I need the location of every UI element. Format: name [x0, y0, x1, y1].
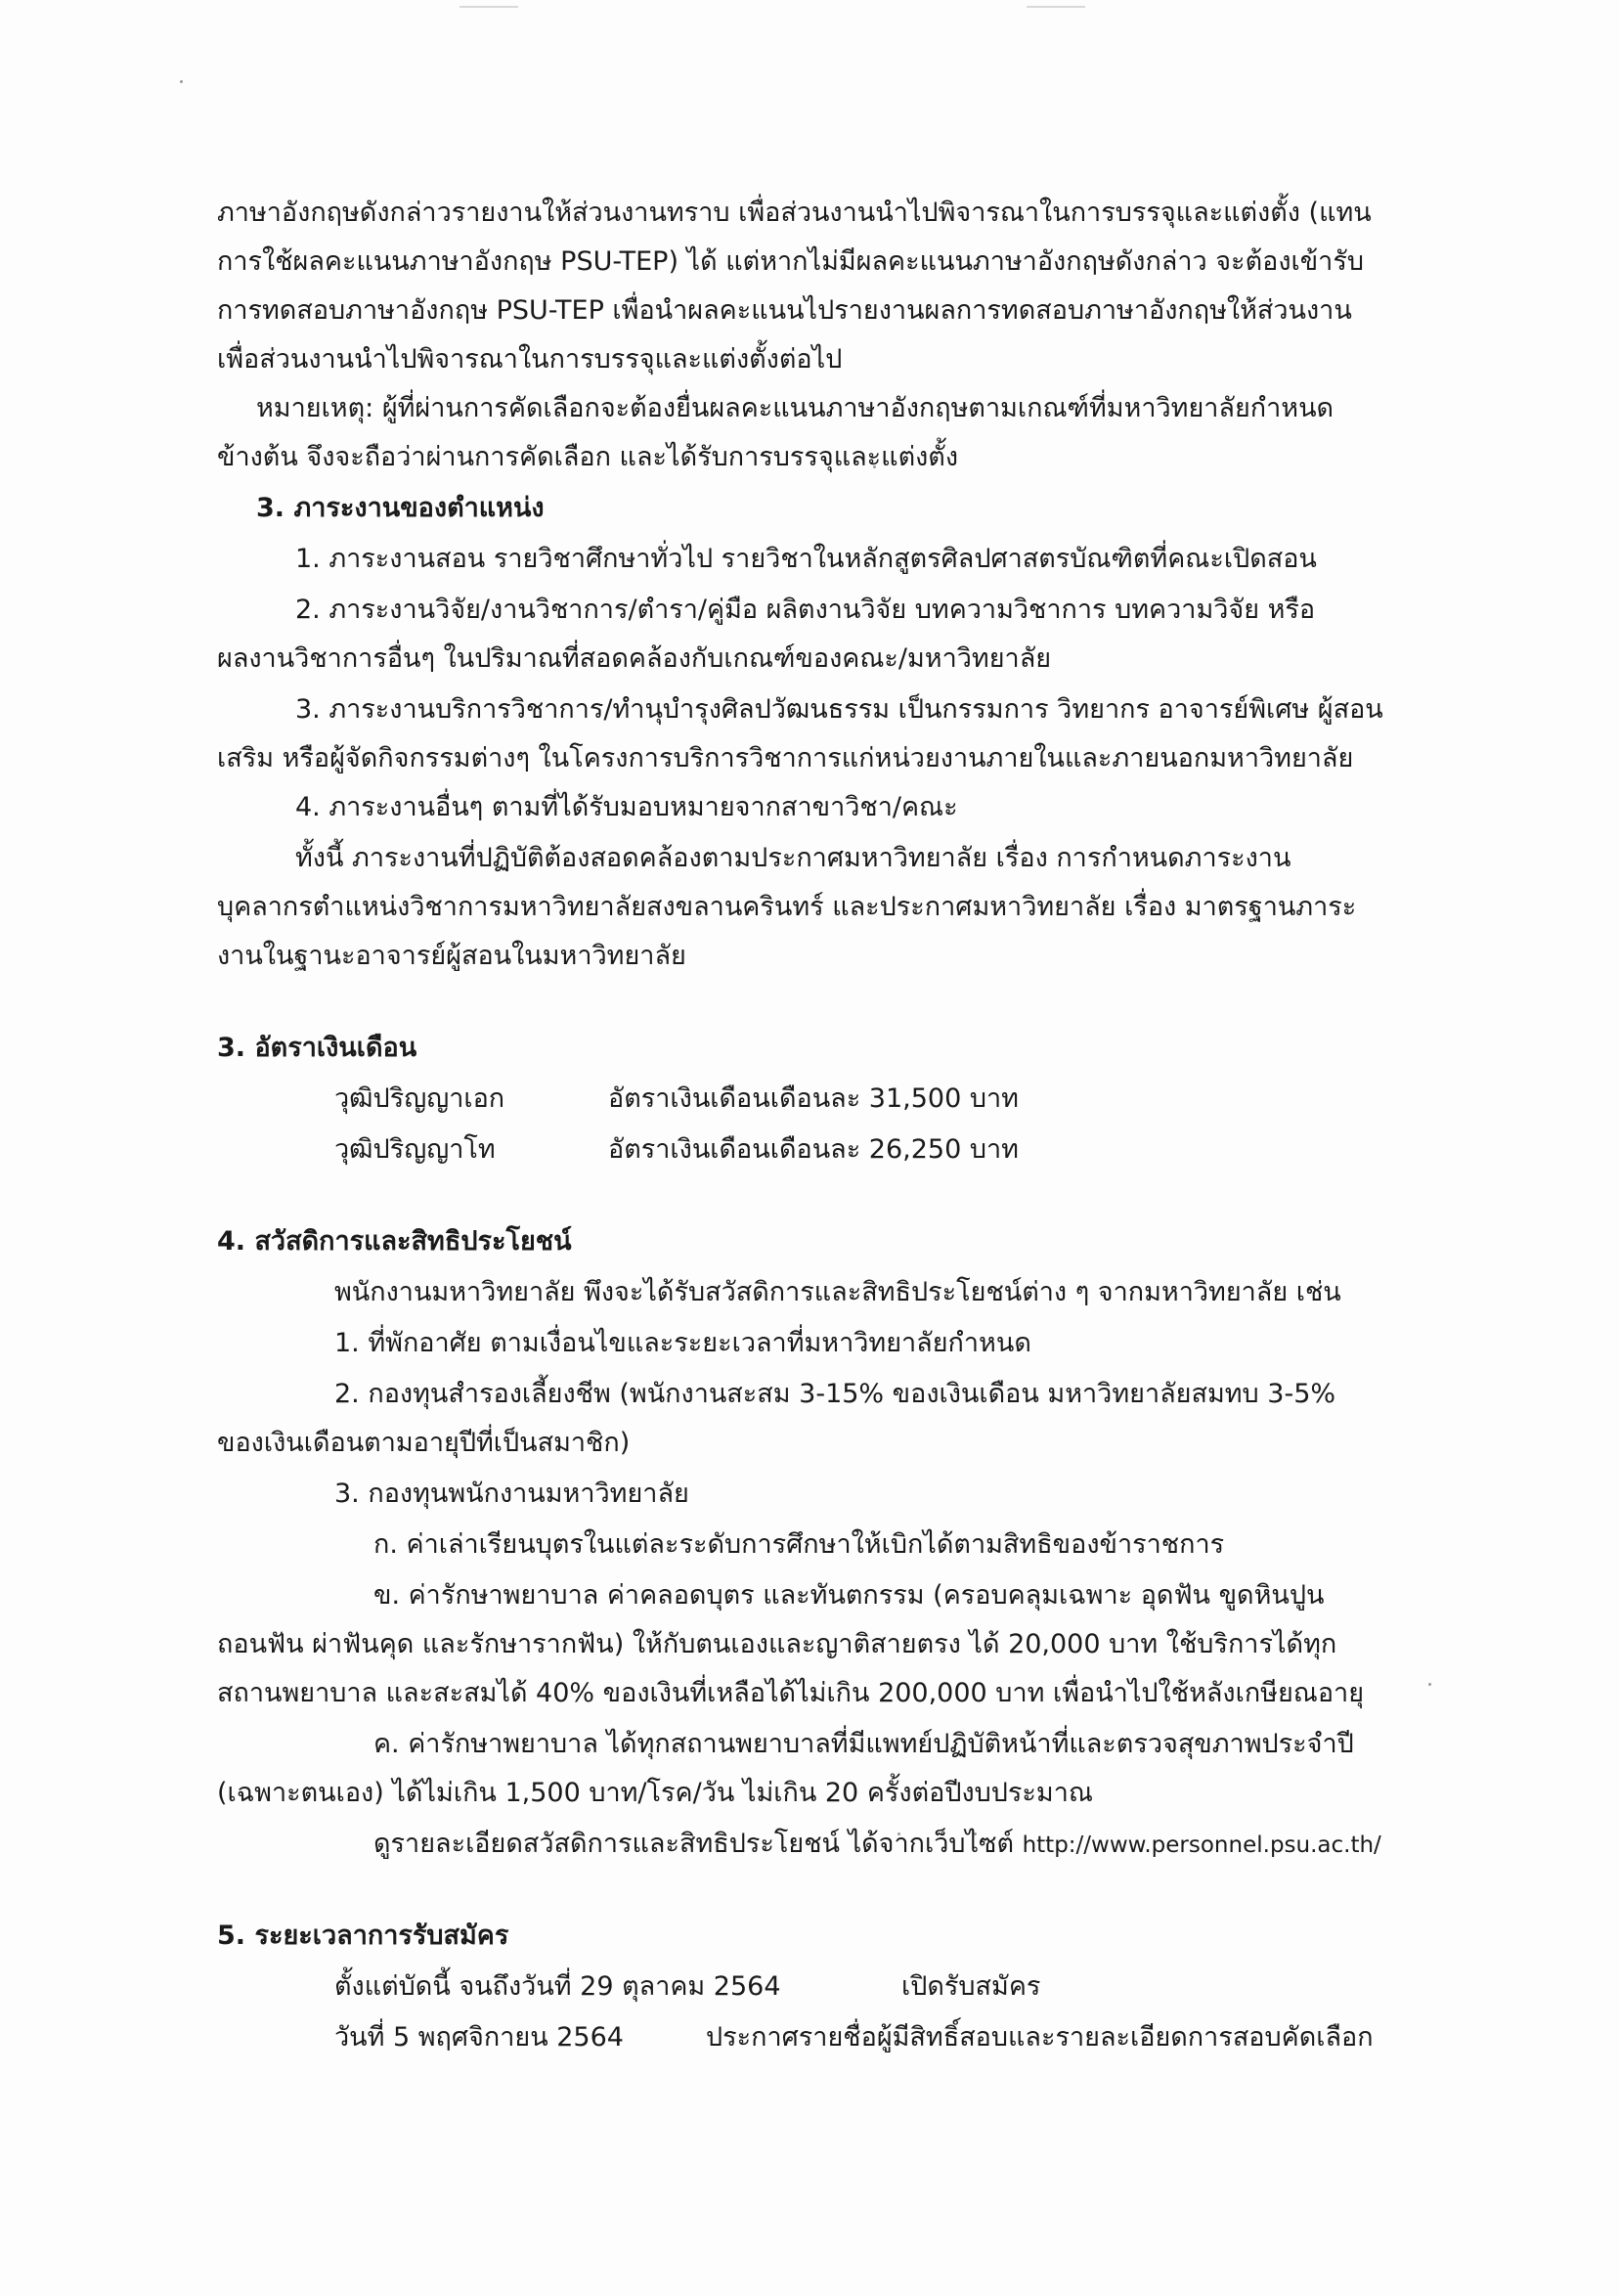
workload-closing: งานในฐานะอาจารย์ผู้สอนในมหาวิทยาลัย: [217, 941, 686, 971]
scan-artifact: [1027, 6, 1085, 8]
section-heading-application: 5. ระยะเวลาการรับสมัคร: [217, 1921, 509, 1951]
section-heading-workload: 3. ภาระงานของตำแหน่ง: [256, 493, 545, 523]
welfare-item-3: 3. กองทุนพนักงานมหาวิทยาลัย: [334, 1479, 689, 1509]
workload-item-3-cont: เสริม หรือผู้จัดกิจกรรมต่างๆ ในโครงการบริการวิชาการแก่หน่วยงานภายในและภายนอกมหาวิทยาลัย: [217, 743, 1354, 773]
salary-rate: อัตราเงินเดือนเดือนละ 26,250 บาท: [608, 1134, 1019, 1165]
welfare-item-1: 1. ที่พักอาศัย ตามเงื่อนไขและระยะเวลาที่มหาวิทยาลัยกำหนด: [334, 1328, 1031, 1358]
welfare-sub-b: ข. ค่ารักษาพยาบาล ค่าคลอดบุตร และทันตกรรม (ครอบคลุมเฉพาะ อุดฟัน ขูดหินปูน: [373, 1580, 1325, 1611]
application-date: วันที่ 5 พฤศจิกายน 2564: [334, 2022, 624, 2053]
workload-item-2-cont: ผลงานวิชาการอื่นๆ ในปริมาณที่สอดคล้องกับเกณฑ์ของคณะ/มหาวิทยาลัย: [217, 643, 1052, 674]
workload-item-1: 1. ภาระงานสอน รายวิชาศึกษาทั่วไป รายวิชาในหลักสูตรศิลปศาสตรบัณฑิตที่คณะเปิดสอน: [295, 544, 1317, 574]
paragraph-line: เพื่อส่วนงานนำไปพิจารณาในการบรรจุและแต่งตั้งต่อไป: [217, 344, 843, 375]
welfare-url-link[interactable]: http://www.personnel.psu.ac.th/: [1022, 1832, 1381, 1858]
welfare-item-2: 2. กองทุนสำรองเลี้ยงชีพ (พนักงานสะสม 3-15% ของเงินเดือน มหาวิทยาลัยสมทบ 3-5%: [334, 1379, 1336, 1409]
welfare-intro: พนักงานมหาวิทยาลัย พึงจะได้รับสวัสดิการและสิทธิประโยชน์ต่าง ๆ จากมหาวิทยาลัย เช่น: [334, 1277, 1341, 1307]
workload-item-2: 2. ภาระงานวิจัย/งานวิชาการ/ตำรา/คู่มือ ผลิตงานวิจัย บทความวิชาการ บทความวิจัย หรือ: [295, 595, 1316, 625]
application-event: ประกาศรายชื่อผู้มีสิทธิ์สอบและรายละเอียดการสอบคัดเลือก: [706, 2022, 1374, 2053]
note-line: ข้างต้น จึงจะถือว่าผ่านการคัดเลือก และได้รับการบรรจุและแต่งตั้ง: [217, 442, 959, 472]
welfare-sub-c: ค. ค่ารักษาพยาบาล ได้ทุกสถานพยาบาลที่มีแพทย์ปฏิบัติหน้าที่และตรวจสุขภาพประจำปี: [373, 1729, 1354, 1759]
workload-item-3: 3. ภาระงานบริการวิชาการ/ทำนุบำรุงศิลปวัฒนธรรม เป็นกรรมการ วิทยากร อาจารย์พิเศษ ผู้สอน: [295, 694, 1383, 725]
workload-item-4: 4. ภาระงานอื่นๆ ตามที่ได้รับมอบหมายจากสาขาวิชา/คณะ: [295, 792, 958, 822]
welfare-sub-b-cont: สถานพยาบาล และสะสมได้ 40% ของเงินที่เหลือได้ไม่เกิน 200,000 บาท เพื่อนำไปใช้หลังเกษียณอายุ: [217, 1678, 1365, 1708]
paragraph-line: การใช้ผลคะแนนภาษาอังกฤษ PSU-TEP) ได้ แต่หากไม่มีผลคะแนนภาษาอังกฤษดังกล่าว จะต้องเข้ารับ: [217, 246, 1364, 277]
salary-degree: วุฒิปริญญาเอก: [334, 1083, 505, 1114]
workload-closing: บุคลากรตำแหน่งวิชาการมหาวิทยาลัยสงขลานครินทร์ และประกาศมหาวิทยาลัย เรื่อง มาตรฐานภาระ: [217, 892, 1357, 922]
welfare-sub-a: ก. ค่าเล่าเรียนบุตรในแต่ละระดับการศึกษาให้เบิกได้ตามสิทธิของข้าราชการ: [373, 1529, 1225, 1560]
welfare-more-info: [373, 1825, 1381, 1864]
welfare-item-2-cont: ของเงินเดือนตามอายุปีที่เป็นสมาชิก): [217, 1428, 631, 1458]
salary-rate: อัตราเงินเดือนเดือนละ 31,500 บาท: [608, 1083, 1019, 1114]
section-heading-salary: 3. อัตราเงินเดือน: [217, 1033, 417, 1063]
scan-artifact: [180, 80, 183, 83]
salary-degree: วุฒิปริญญาโท: [334, 1134, 496, 1165]
application-date: ตั้งแต่บัดนี้ จนถึงวันที่ 29 ตุลาคม 2564: [334, 1971, 781, 2002]
workload-closing: ทั้งนี้ ภาระงานที่ปฏิบัติต้องสอดคล้องตามประกาศมหาวิทยาลัย เรื่อง การกำหนดภาระงาน: [295, 843, 1291, 873]
welfare-sub-c-cont: (เฉพาะตนเอง) ได้ไม่เกิน 1,500 บาท/โรค/วัน ไม่เกิน 20 ครั้งต่อปีงบประมาณ: [217, 1778, 1093, 1808]
section-heading-welfare: 4. สวัสดิการและสิทธิประโยชน์: [217, 1226, 572, 1257]
scan-artifact: [1428, 1683, 1431, 1686]
scan-artifact: [459, 6, 518, 8]
application-event: เปิดรับสมัคร: [901, 1971, 1041, 2002]
paragraph-line: การทดสอบภาษาอังกฤษ PSU-TEP เพื่อนำผลคะแนนไปรายงานผลการทดสอบภาษาอังกฤษให้ส่วนงาน: [217, 295, 1352, 326]
welfare-more-info-text: ดูรายละเอียดสวัสดิการและสิทธิประโยชน์ ได้จากเว็บไซต์: [373, 1829, 1014, 1859]
paragraph-line: ภาษาอังกฤษดังกล่าวรายงานให้ส่วนงานทราบ เพื่อส่วนงานนำไปพิจารณาในการบรรจุและแต่งตั้ง (แทน: [217, 198, 1372, 228]
note-line: หมายเหตุ: ผู้ที่ผ่านการคัดเลือกจะต้องยื่นผลคะแนนภาษาอังกฤษตามเกณฑ์ที่มหาวิทยาลัยกำหนด: [256, 393, 1335, 423]
welfare-sub-b-cont: ถอนฟัน ผ่าฟันคุด และรักษารากฟัน) ให้กับตนเองและญาติสายตรง ได้ 20,000 บาท ใช้บริการได้ทุก: [217, 1629, 1337, 1659]
